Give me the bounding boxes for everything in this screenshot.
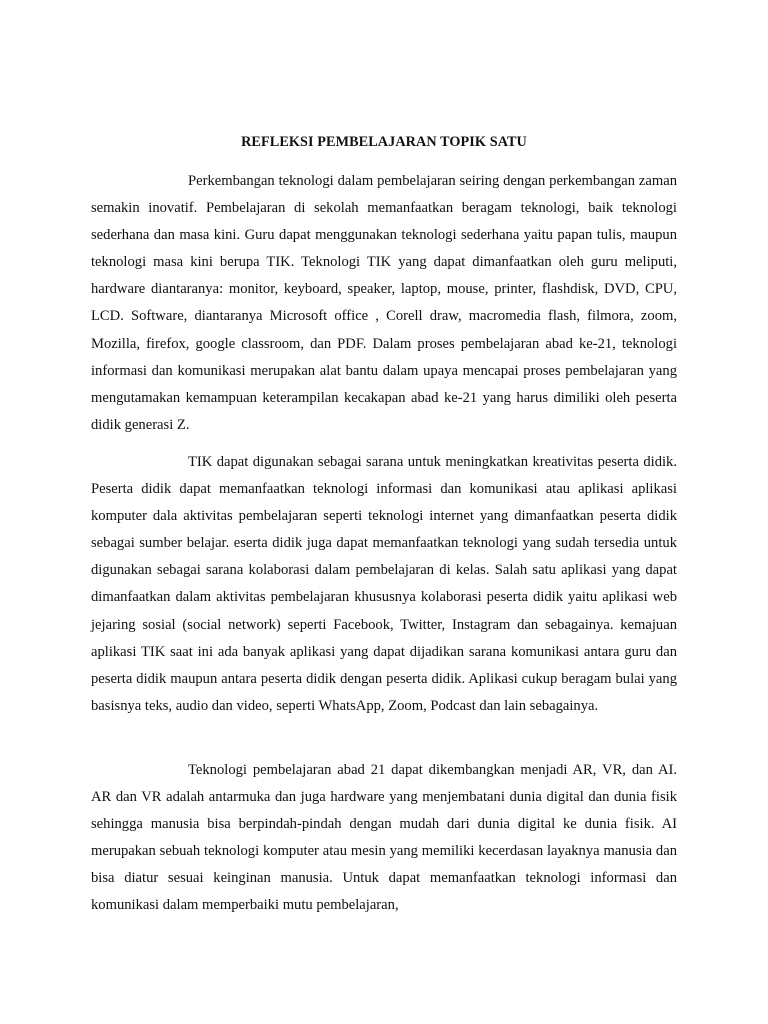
- paragraph-3: Teknologi pembelajaran abad 21 dapat dikembangkan menjadi AR, VR, dan AI. AR dan VR adalah antarmuka dan juga hardware yang menjembatani dunia digital dan dunia fisik sehingga manusia bisa berpindah-pindah dengan mudah dari dunia digital ke dunia fisik. AI merupakan sebuah teknologi komputer atau mesin yang memiliki kecerdasan layaknya manusia dan bisa diatur sesuai keinginan manusia. Untuk dapat memanfaatkan teknologi informasi dan komunikasi dalam memperbaiki mutu pembelajaran,: [91, 762, 677, 914]
- document-title: REFLEKSI PEMBELAJARAN TOPIK SATU: [241, 134, 527, 150]
- paragraph-1: Perkembangan teknologi dalam pembelajaran seiring dengan perkembangan zaman semakin inovatif. Pembelajaran di sekolah memanfaatkan beragam teknologi, baik teknologi sederhana dan masa kini. Guru dapat menggunakan teknologi sederhana yaitu papan tulis, maupun teknologi masa kini berupa TIK. Teknologi TIK yang dapat dimanfaatkan oleh guru meliputi, hardware diantaranya: monitor, keyboard, speaker, laptop, mouse, printer, flashdisk, DVD, CPU, LCD. Software, diantaranya Microsoft office , Corell draw, macromedia flash, filmora, zoom, Mozilla, firefox, google classroom, dan PDF. Dalam proses pembelajaran abad ke-21, teknologi informasi dan komunikasi merupakan alat bantu dalam upaya mencapai proses pembelajaran yang mengutamakan kemampuan keterampilan kecakapan abad ke-21 yang harus dimiliki oleh peserta didik generasi Z.: [91, 173, 677, 433]
- paragraph-2: TIK dapat digunakan sebagai sarana untuk meningkatkan kreativitas peserta didik. Peserta didik dapat memanfaatkan teknologi informasi dan komunikasi atau aplikasi aplikasi komputer dala aktivitas pembelajaran seperti teknologi internet yang dimanfaatkan peserta didik sebagai sumber belajar. eserta didik juga dapat memanfaatkan teknologi yang sudah tersedia untuk digunakan sebagai sarana kolaborasi dalam pembelajaran di kelas. Salah satu aplikasi yang dapat dimanfaatkan dalam aktivitas pembelajaran khususnya kolaborasi peserta didik yaitu aplikasi web jejaring sosial (social network) seperti Facebook, Twitter, Instagram dan sebagainya. kemajuan aplikasi TIK saat ini ada banyak aplikasi yang dapat dijadikan sarana komunikasi antara guru dan peserta didik maupun antara peserta didik dengan peserta didik. Aplikasi cukup beragam bulai yang basisnya teks, audio dan video, seperti WhatsApp, Zoom, Podcast dan lain sebagainya.: [91, 454, 677, 714]
